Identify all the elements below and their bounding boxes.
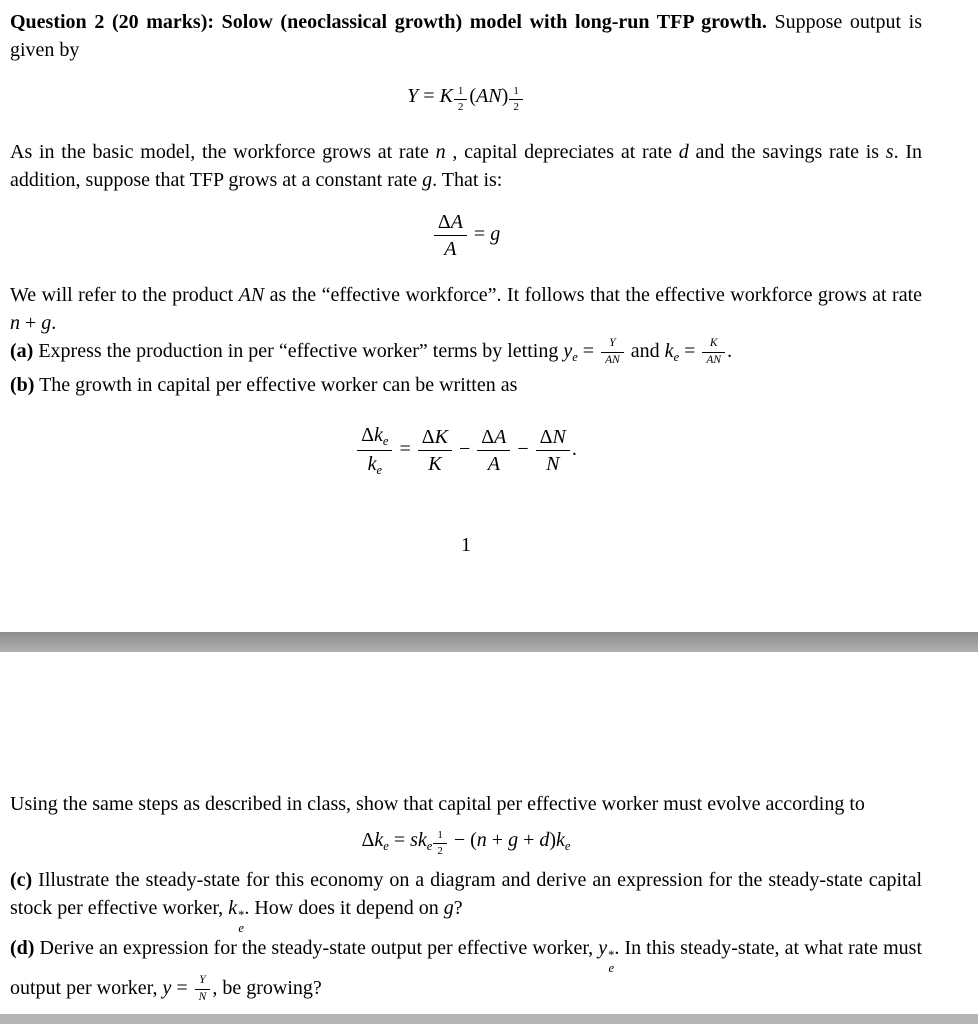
page-1 <box>10 8 922 557</box>
item-a: (a) Express the production in per “effective worker” terms by letting $y_e$ = $\frac{Y}{AN}$ and $k_e$ = $\frac{K}{AN}$ . <box>10 337 733 367</box>
capital-evolution-formula: $\Delta k_e = sk_e$ $\frac{1}{2}$ − $(n + g + d)k_e$ <box>361 829 571 858</box>
paragraph-assumptions: As in the basic model, the workforce grows at rate n , capital depreciates at rate d and the savings rate is s. In addition, suppose that TFP grows at a constant rate g. That is: <box>10 141 922 192</box>
paragraph-effective-workforce: We will refer to the product AN as the “effective workforce”. It follows that the effective workforce grows at rate n + g. <box>10 284 923 335</box>
page-2 <box>10 790 922 1005</box>
item-b: (b) The growth in capital per effective worker can be written as <box>10 374 518 397</box>
capital-growth-formula: $\frac{\Delta k_e}{k_e}$ = $\frac{\Delta K}{K}$ − $\frac{\Delta A}{A}$ − $\frac{\Delta N}{N}$ . <box>10 423 922 478</box>
tfp-growth-formula: $\frac{\Delta A}{A}$ = g <box>10 210 922 261</box>
item-d: (d) Derive an expression for the steady-state output per effective worker, y * e . In this steady-state, at what rate must output per worker, y = $\frac{Y}{N}$ , be growing? <box>10 937 922 1004</box>
production-function-formula: Y = K $\frac{1}{2}$ (AN) $\frac{1}{2}$ <box>10 84 922 114</box>
page-break-separator <box>0 632 978 652</box>
page-number: 1 <box>461 534 471 557</box>
bottom-page-break <box>0 1014 978 1024</box>
paragraph-same-steps: Using the same steps as described in class, show that capital per effective worker must evolve according to <box>10 793 865 815</box>
question-heading: Question 2 (20 marks): Solow (neoclassical growth) model with long-run TFP growth. Suppose output is given by <box>10 11 922 61</box>
item-c: (c) Illustrate the steady-state for this economy on a diagram and derive an expression for the steady-state capital stock per effective worker, k * e . How does it depend on g? <box>10 869 922 935</box>
